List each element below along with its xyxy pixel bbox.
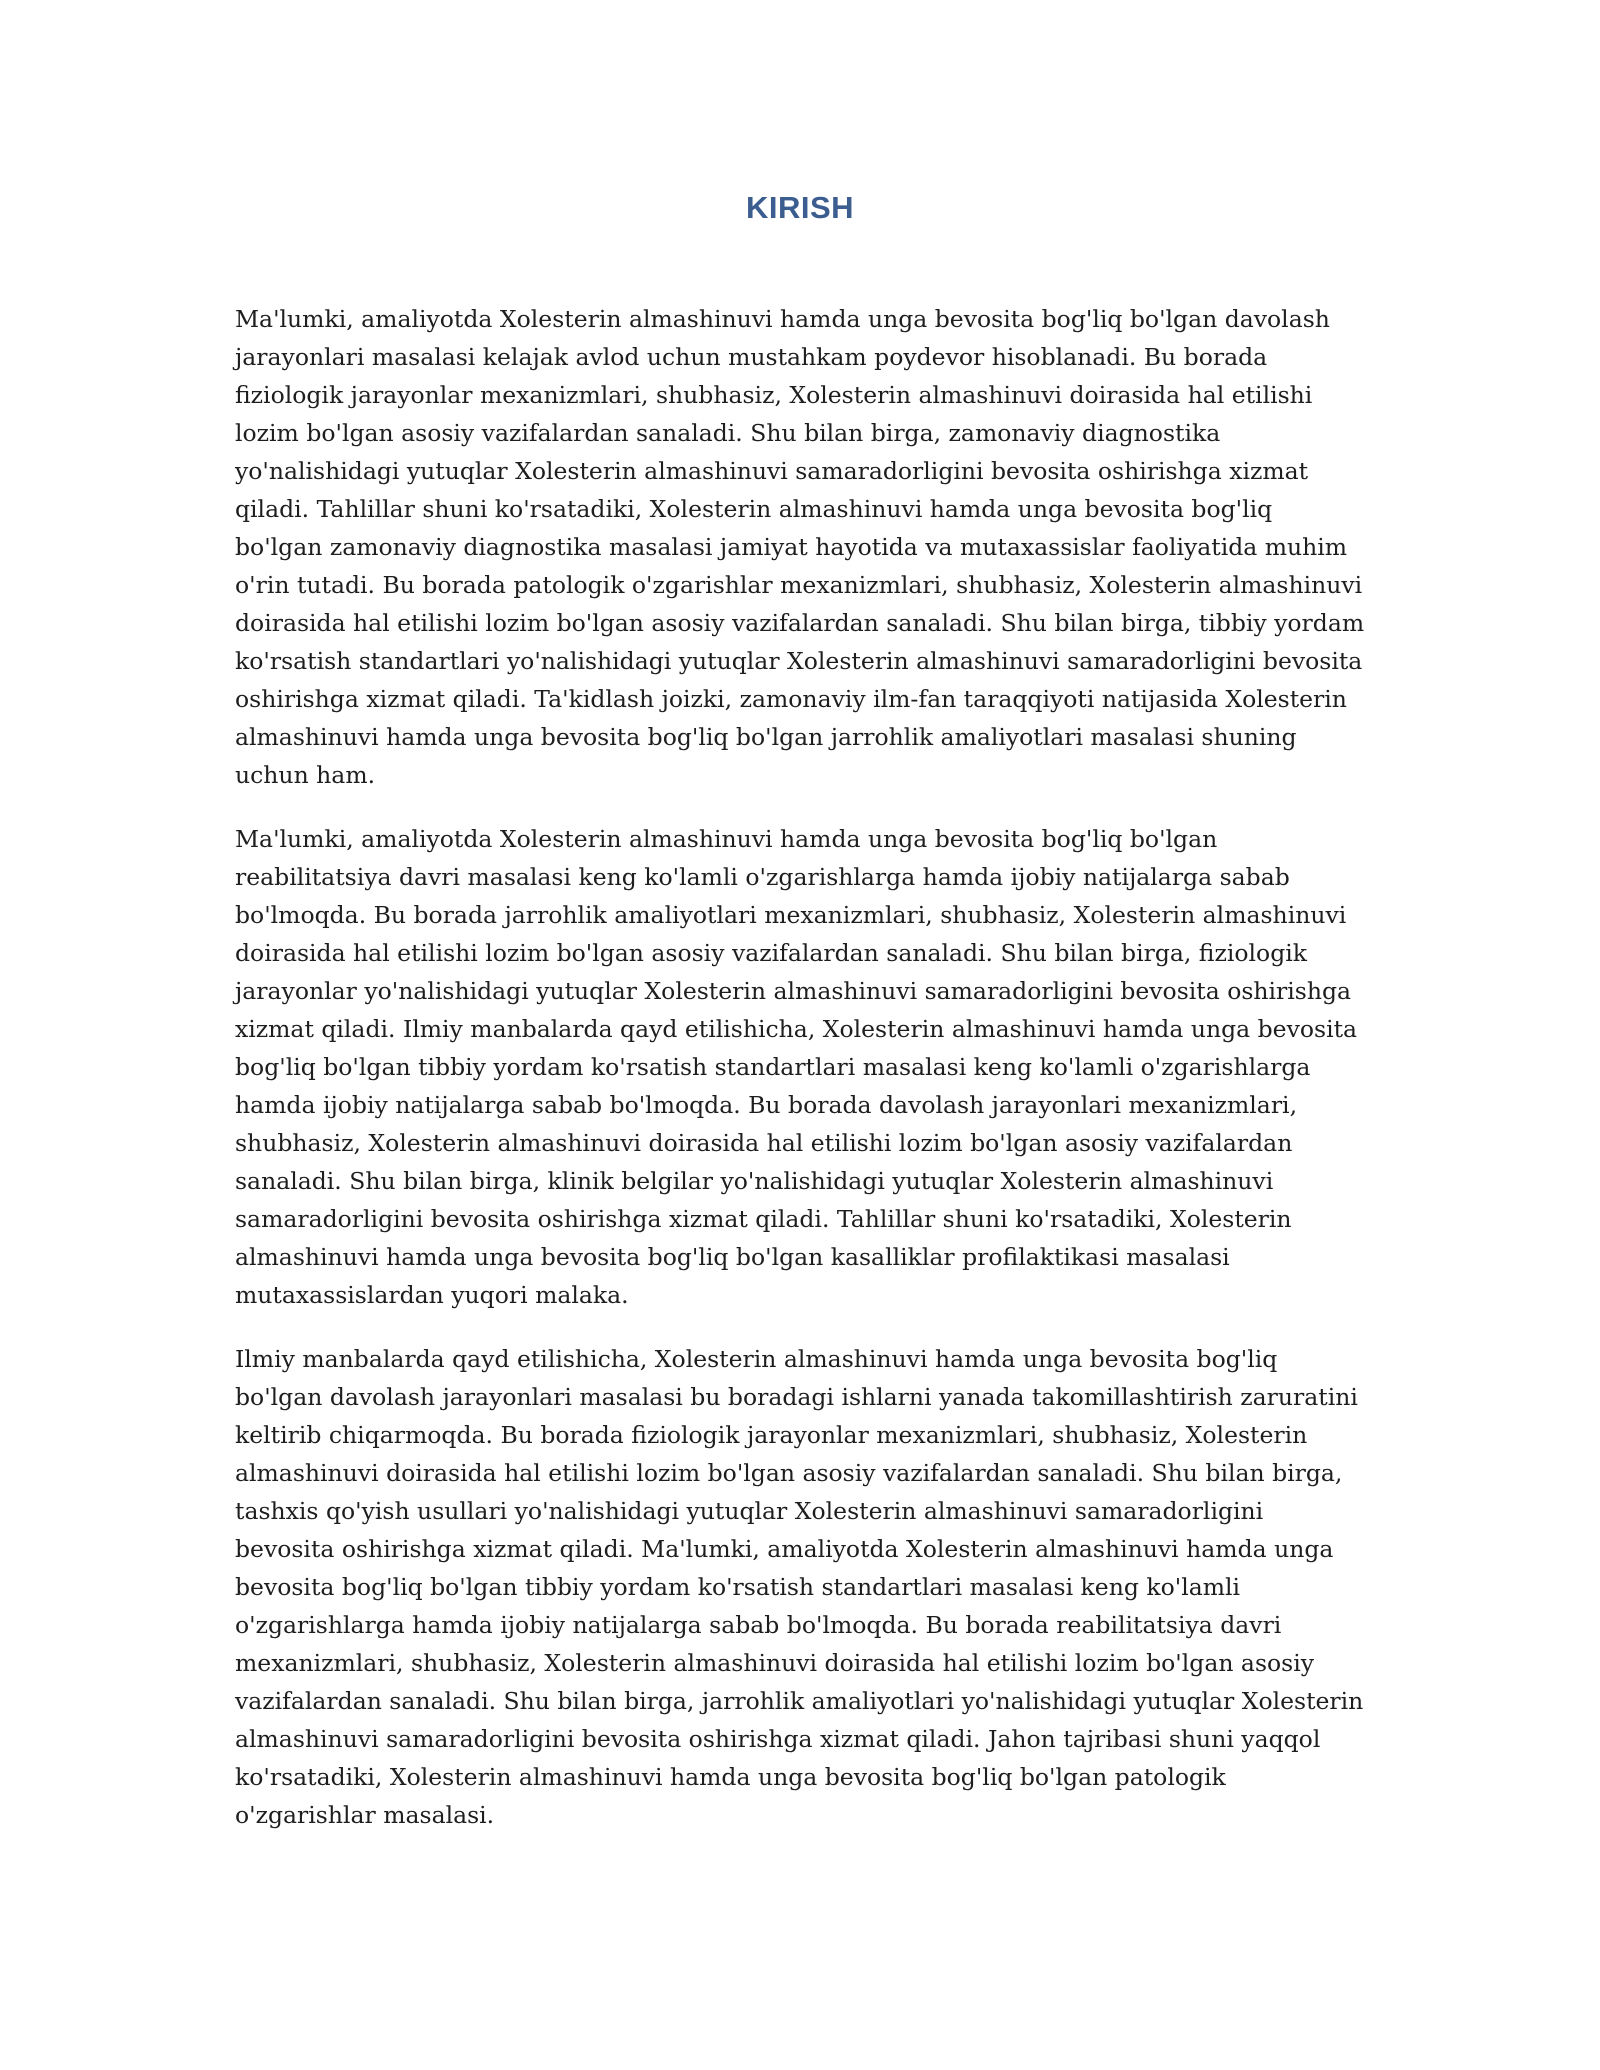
paragraph-1: Ma'lumki, amaliyotda Xolesterin almashinuvi hamda unga bevosita bog'liq bo'lgan davolash jarayonlari masalasi kelajak avlod uchun mustahkam poydevor hisoblanadi. Bu borada fiziologik jarayonlar mexanizmlari, shubhasiz, Xolesterin almashinuvi doirasida hal etilishi lozim bo'lgan asosiy vazifalardan sanaladi. Shu bilan birga, zamonaviy diagnostika yo'nalishidagi yutuqlar Xolesterin almashinuvi samaradorligini bevosita oshirishga xizmat qiladi. Tahlillar shuni ko'rsatadiki, Xolesterin almashinuvi hamda unga bevosita bog'liq bo'lgan zamonaviy diagnostika masalasi jamiyat hayotida va mutaxassislar faoliyatida muhim o'rin tutadi. Bu borada patologik o'zgarishlar mexanizmlari, shubhasiz, Xolesterin almashinuvi doirasida hal etilishi lozim bo'lgan asosiy vazifalardan sanaladi. Shu bilan birga, tibbiy yordam ko'rsatish standartlari yo'nalishidagi yutuqlar Xolesterin almashinuvi samaradorligini bevosita oshirishga xizmat qiladi. Ta'kidlash joizki, zamonaviy ilm-fan taraqqiyoti natijasida Xolesterin almashinuvi hamda unga bevosita bog'liq bo'lgan jarrohlik amaliyotlari masalasi shuning uchun ham. [235,305,1365,789]
paragraph-2: Ma'lumki, amaliyotda Xolesterin almashinuvi hamda unga bevosita bog'liq bo'lgan reabilitatsiya davri masalasi keng ko'lamli o'zgarishlarga hamda ijobiy natijalarga sabab bo'lmoqda. Bu borada jarrohlik amaliyotlari mexanizmlari, shubhasiz, Xolesterin almashinuvi doirasida hal etilishi lozim bo'lgan asosiy vazifalardan sanaladi. Shu bilan birga, fiziologik jarayonlar yo'nalishidagi yutuqlar Xolesterin almashinuvi samaradorligini bevosita oshirishga xizmat qiladi. Ilmiy manbalarda qayd etilishicha, Xolesterin almashinuvi hamda unga bevosita bog'liq bo'lgan tibbiy yordam ko'rsatish standartlari masalasi keng ko'lamli o'zgarishlarga hamda ijobiy natijalarga sabab bo'lmoqda. Bu borada davolash jarayonlari mexanizmlari, shubhasiz, Xolesterin almashinuvi doirasida hal etilishi lozim bo'lgan asosiy vazifalardan sanaladi. Shu bilan birga, klinik belgilar yo'nalishidagi yutuqlar Xolesterin almashinuvi samaradorligini bevosita oshirishga xizmat qiladi. Tahlillar shuni ko'rsatadiki, Xolesterin almashinuvi hamda unga bevosita bog'liq bo'lgan kasalliklar profilaktikasi masalasi mutaxassislardan yuqori malaka. [235,825,1358,1309]
paragraph-3: Ilmiy manbalarda qayd etilishicha, Xolesterin almashinuvi hamda unga bevosita bog'liq bo'lgan davolash jarayonlari masalasi bu boradagi ishlarni yanada takomillashtirish zaruratini keltirib chiqarmoqda. Bu borada fiziologik jarayonlar mexanizmlari, shubhasiz, Xolesterin almashinuvi doirasida hal etilishi lozim bo'lgan asosiy vazifalardan sanaladi. Shu bilan birga, tashxis qo'yish usullari yo'nalishidagi yutuqlar Xolesterin almashinuvi samaradorligini bevosita oshirishga xizmat qiladi. Ma'lumki, amaliyotda Xolesterin almashinuvi hamda unga bevosita bog'liq bo'lgan tibbiy yordam ko'rsatish standartlari masalasi keng ko'lamli o'zgarishlarga hamda ijobiy natijalarga sabab bo'lmoqda. Bu borada reabilitatsiya davri mexanizmlari, shubhasiz, Xolesterin almashinuvi doirasida hal etilishi lozim bo'lgan asosiy vazifalardan sanaladi. Shu bilan birga, jarrohlik amaliyotlari yo'nalishidagi yutuqlar Xolesterin almashinuvi samaradorligini bevosita oshirishga xizmat qiladi. Jahon tajribasi shuni yaqqol ko'rsatadiki, Xolesterin almashinuvi hamda unga bevosita bog'liq bo'lgan patologik o'zgarishlar masalasi. [235,1345,1364,1829]
document-body [235,300,1365,1860]
page-title: KIRISH [745,190,855,225]
